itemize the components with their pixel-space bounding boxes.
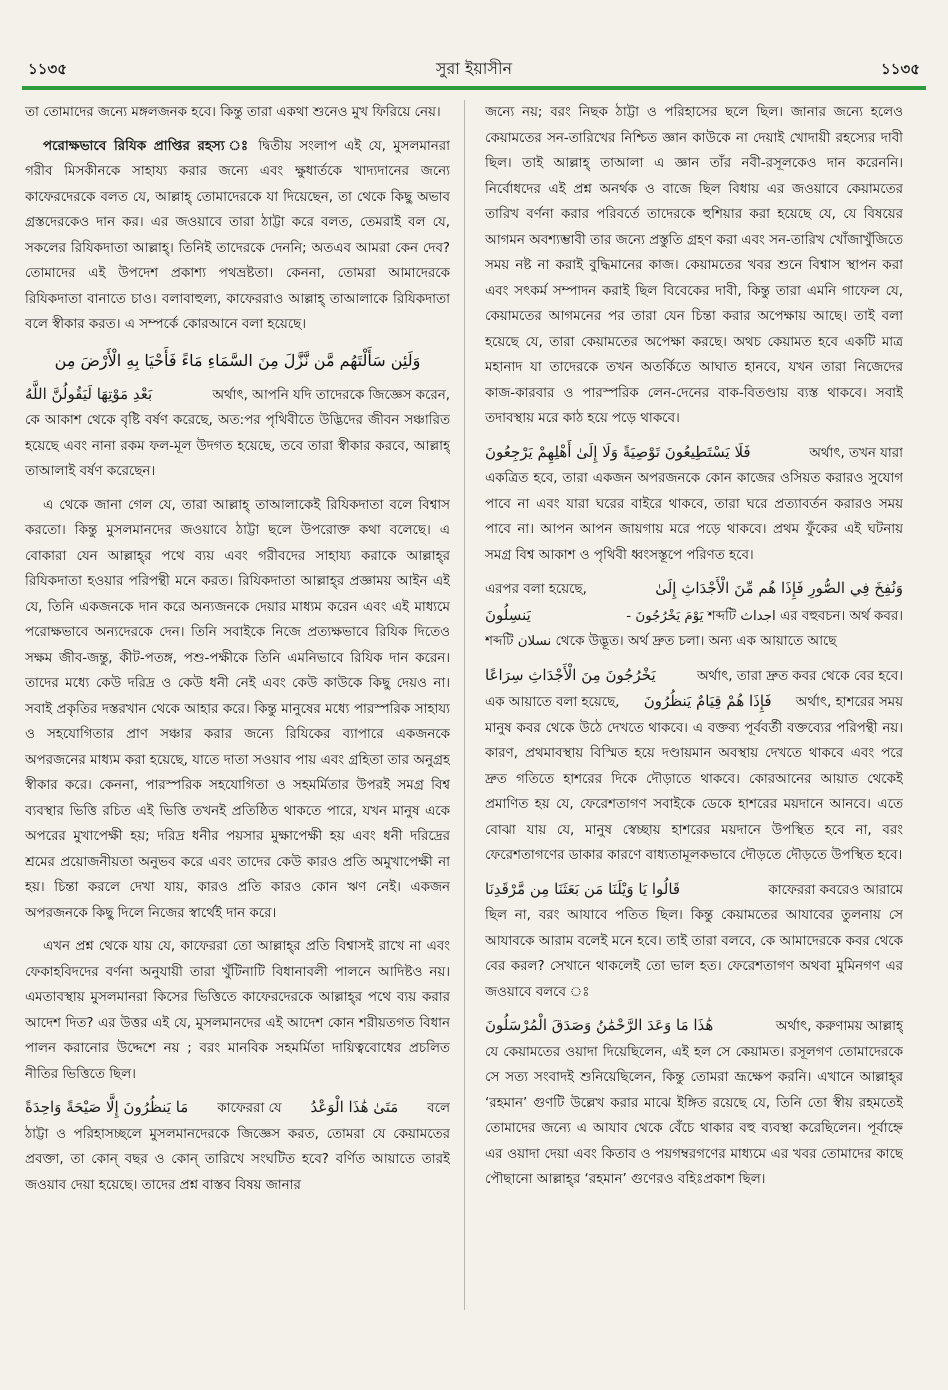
arabic-verse-inline: يَخْرُجُونَ مِنَ الْأَجْدَاثِ سِرَاعًا — [485, 665, 656, 684]
translation-lead: অর্থাৎ, করুণাময় আল্লাহ্‌ — [775, 1019, 903, 1034]
section-heading: পরোক্ষভাবে রিযিক প্রাপ্তির রহস্য ঃ — [43, 138, 252, 154]
paragraph: জন্যে নয়; বরং নিছক ঠাট্টা ও পরিহাসের ছলে ছিল। জানার জন্যে হলেও কেয়ামতের সন-তারিখের নিশ্চিত জ্ঞান কাউকে না দেয়াই খোদায়ী রহস্যের দাবী ছিল। তাই আল্লাহ্‌ তাআলা এ জ্ঞান তাঁর নবী-রসূলকেও দান করেননি। নির্বোধদের এই প্রশ্ন অনর্থক ও বাজে ছিল বিধায় এর জওয়াবে কেয়ামতের তারিখ বর্ণনা করার পরিবর্তে তাদেরকে হুশিয়ার করা হয়েছে যে, যে বিষয়ের আগমন অবশ্যম্ভাবী তার জন্যে প্রস্তুতি গ্রহণ করা এবং সন-তারিখ খোঁজাখুঁজিতে সময় নষ্ট না করাই বুদ্ধিমানের কাজ। কেয়ামতের খবর শুনে বিশ্বাস স্থাপন করা এবং সৎকর্ম সম্পাদন করাই ছিল বিবেকের দাবী, কিন্তু তারা এমনি গাফেল যে, কেয়ামতের আগমনের পর তারা যেন চিন্তা করার অপেক্ষায় আছে। তাই বলা হয়েছে যে, তারা কেয়ামতের অপেক্ষা করছে। অথচ কেয়ামত হবে একটি মাত্র মহানাদ যা তাদেরকে তখন অতর্কিতে আঘাত হানবে, যখন তারা নিজেদের কাজ-কারবার ও পারস্পরিক লেন-দেনের বাক-বিতণ্ডায় ব্যস্ত থাকবে। সবাই তদাবস্থায় মরে কাঠ হয়ে পড়ে থাকবে। — [485, 105, 903, 426]
paragraph: এ থেকে জানা গেল যে, তারা আল্লাহ্‌ তাআলাকেই রিযিকদাতা বলে বিশ্বাস করতো। কিন্তু মুসলমানদের জওয়াবে ঠাট্টা ছলে উপরোক্ত কথা বলেছে। এ বোকারা যেন আল্লাহ্‌র পথে ব্যয় এবং গরীবদের সাহায্য করাকে আল্লাহ্‌র রিযিকদাতা হওয়ার পরিপন্থী মনে করত। রিযিকদাতা আল্লাহ্‌র প্রজ্ঞাময় আইন এই যে, তিনি একজনকে দান করে অন্যজনকে দেয়ার মাধ্যম করেন এবং এই মাধ্যমে পরোক্ষভাবে অন্যদেরকে দেন। তিনি সবাইকে নিজে প্রত্যক্ষভাবে রিযিক দিতেও সক্ষম জীব-জন্তু, কীট-পতঙ্গ, পশু-পক্ষীকে তিনি এমনিভাবে রিযিক দান করেন। তাদের মধ্যে কেউ দরিদ্র ও কেউ ধনী নেই এবং কেউ কাউকে কিছু দেয়ও না। সবাই প্রকৃতির দস্তরখান থেকে আহার করে। কিন্তু মানুষের মধ্যে পারস্পরিক সাহায্য ও সহযোগিতার প্রাণ সঞ্চার করার জন্যে রিযিকের ব্যাপারে একজনকে অপরজনের মাধ্যম করা হয়েছে, যাতে দাতা সওয়াব পায় এবং গ্রহিতা তার অনুগ্রহ স্বীকার করে। কেননা, পারস্পরিক সহযোগিতা ও সহমর্মিতার উপরই সমগ্র বিশ্ব ব্যবস্থার ভিত্তি রচিত এই ভিত্তি তখনই প্রতিষ্ঠিত থাকতে পারে, যখন মানুষ একে অপরের মুখাপেক্ষী হয়; দরিদ্র ধনীর পয়সার মুক্ষাপেক্ষী হয় এবং ধনী দরিদ্রের শ্রমের প্রয়োজনীয়তা অনুভব করে এবং তাদের কেউ কারও প্রতি অমুখাপেক্ষী না হয়। চিন্তা করলে দেখা যায়, কারও প্রতি কারও কোন ঋণ নেই। একজন অপরজনকে কিছু দিলে নিজের স্বার্থেই দান করে। — [25, 497, 450, 921]
arabic-verse-inline: يَنسِلُونَ — [485, 605, 531, 624]
verse-translation-row — [25, 382, 450, 409]
verse-translation-row — [485, 689, 903, 716]
verse-translation-row — [485, 1013, 903, 1040]
translation-lead: অর্থাৎ, তারা দ্রুত কবর থেকে বের হবে। — [696, 668, 903, 684]
translation-lead: অর্থাৎ, তখন যারা — [809, 445, 903, 461]
paragraph: যে কেয়ামতের ওয়াদা দিয়েছিলেন, এই হল সে কেয়ামত। রসূলগণ তোমাদেরকে সে সত্য সংবাদই শুনিয়েছিলেন, কিন্তু তোমরা ভ্রূক্ষেপ করনি। এখানে আল্লাহ্‌র ‘রহমান’ গুণটি উল্লেখ করার মাঝে ইঙ্গিত রয়েছে যে, তিনি তো স্বীয় রহমতেই তোমাদের জন্যে এ আযাব থেকে বেঁচে থাকার বহু ব্যবস্থা করেছিলেন। পূর্বাহ্নে এর ওয়াদা দেয়া এবং কিতাব ও পয়গম্বরগণের মাধ্যমে এর খবর তোমাদের কাছে পৌছানো আল্লাহ্‌র ‘রহমান’ গুণেরও বহিঃপ্রকাশ ছিল। — [485, 1044, 903, 1187]
translation-mid: কাফেররা যে — [217, 1101, 282, 1116]
arabic-verse-inline: قَالُوا يَا وَيْلَنَا مَن بَعَثَنَا مِن مَّرْقَدِنَا — [485, 879, 681, 898]
verse-translation-row — [25, 1095, 450, 1122]
paragraph: ছিল না, বরং আযাবে পতিত ছিল। কিন্তু কেয়ামতের আযাবের তুলনায় সে আযাবকে আরাম বলেই মনে হবে। তাই তারা বলবে, কে আমাদেরকে কবর থেকে বের করল? সেখানে থাকলেই তো ভাল হত। ফেরেশতাগণ অথবা মুমিনগণ এর জওয়াবে বলবে ঃ — [485, 908, 903, 1000]
translation-lead: এক আয়াতে বলা হয়েছে, — [485, 695, 620, 710]
paragraph: এখন প্রশ্ন থেকে যায় যে, কাফেররা তো আল্লাহ্‌র প্রতি বিশ্বাসই রাখে না এবং ফেকাহবিদদের বর্ণনা অনুযায়ী তারা খুঁটিনাটি বিধানাবলী পালনে আদিষ্টও নয়। এমতাবস্থায় মুসলমানরা কিসের ভিত্তিতে কাফেরদেরকে আল্লাহ্‌র পথে ব্যয় করার আদেশ দিত? এর উত্তর এই যে, মুসলমানদের এই আদেশ কোন শরীয়তগত বিধান পালন করানোর উদ্দেশে নয় ; বরং মানবিক সহমর্মিতা দায়িত্ববোধের প্রচলিত নীতির ভিত্তিতে ছিল। — [25, 939, 450, 1082]
paragraph-text: দ্বিতীয় সংলাপ এই যে, মুসলমানরা গরীব মিসকীনকে সাহায্য করার জন্যে এবং ক্ষুধার্তকে খাদ্যদানের জন্যে কাফেরদেরকে বলত যে, আল্লাহ্‌ তোমাদেরকে যা দিয়েছেন, তা থেকে কিছু অভাব গ্রস্তদেরকেও দান কর। এর জওয়াবে তারা ঠাট্টা করে বলত, তেমরাই বল যে, সকলের রিযিকদাতা আল্লাহ্‌। তিনিই তাদেরকে দেননি; অতএব আমরা কেন দেব? তোমাদের এই উপদেশ প্রকাশ্য পথভ্রষ্টতা। কেননা, তোমরা আমাদেরকে রিযিকদাতা বানাতে চাও। বলাবাহুল্য, কাফেররাও আল্লাহ্‌ তাআলাকে রিযিকদাতা বলে স্বীকার করত। এ সম্পর্কে কোরআনে বলা হয়েছে। — [25, 138, 450, 332]
arabic-verse-inline: بَعْدِ مَوْتِهَا لَيَقُولُنَّ اللَّهُ — [25, 384, 153, 403]
arabic-verse-inline: مَتَىٰ هَٰذَا الْوَعْدُ — [310, 1098, 399, 1116]
page-header — [28, 54, 920, 84]
translation-tail: অর্থাৎ, হাশরের সময় — [795, 695, 903, 710]
arabic-verse-inline: فَلَا يَسْتَطِيعُونَ تَوْصِيَةً وَلَا إِلَىٰ أَهْلِهِمْ يَرْجِعُونَ — [485, 442, 751, 461]
paragraph: মানুষ কবর থেকে উঠে দেখতে থাকবে। এ বক্তব্য পূর্ববর্তী বক্তব্যের পরিপন্থী নয়। কারণ, প্রথমাবস্থায় বিস্মিত হয়ে দণ্ডায়মান অবস্থায় দেখতে থাকবে এবং পরে দ্রুত গতিতে হাশরের দিকে দৌড়াতে থাকবে। কোরআনের আয়াত থেকেই প্রমাণিত হয় যে, ফেরেশতাগণ সবাইকে ডেকে হাশরের ময়দানে আনবে। এতে বোঝা যায় যে, মানুষ স্বেচ্ছায় হাশরের ময়দানে উপস্থিত হবে না, বরং ফেরেশতাগণের ডাকার কারণে বাধ্যতামূলকভাবে দৌড়তে দৌড়তে উপস্থিত হবে। — [485, 720, 903, 863]
verse-translation-row — [485, 663, 903, 690]
arabic-verse-inline: فَإِذَا هُمْ قِيَامٌ يَنظُرُونَ — [643, 692, 772, 710]
paragraph: কে আকাশ থেকে বৃষ্টি বর্ষণ করেছে, অত:পর পৃথিবীতে উদ্ভিদের জীবন সঞ্চারিত হয়েছে এবং নানা রকম ফল-মূল উদগত হয়েছে, তবে তারা স্বীকার করবে, আল্লাহ্‌ তাআলাই বর্ষণ করেছেন। — [25, 413, 450, 479]
translation-end: বলে — [427, 1101, 450, 1116]
left-column — [25, 100, 450, 1310]
arabic-verse-inline: وَنُفِخَ فِي الصُّورِ فَإِذَا هُم مِّنَ الْأَجْدَاثِ إِلَىٰ — [655, 579, 903, 597]
verse-translation-row — [485, 603, 903, 630]
paragraph: শব্দটি نسلان থেকে উদ্ভূত। অর্থ দ্রুত চলা। অন্য এক আয়াতে আছে — [485, 634, 837, 649]
arabic-verse: وَلَئِن سَأَلْتَهُم مَّن نَّزَّلَ مِنَ السَّمَاءِ مَاءً فَأَحْيَا بِهِ الْأَرْضَ مِن — [54, 350, 421, 370]
translation-lead: এরপর বলা হয়েছে, — [485, 582, 587, 597]
paragraph: ঠাট্টা ও পরিহাসচ্ছলে মুসলমানদেরকে জিজ্ঞেস করত, তোমরা যে কেয়ামতের প্রবক্তা, তা কোন্‌ বছর ও কোন্‌ তারিখে সংঘটিত হবে? বর্ণিত আয়াতে তারই জওয়াব দেয়া হয়েছে। তাদের প্রশ্ন বাস্তব বিষয় জানার — [25, 1126, 450, 1193]
right-column — [485, 100, 903, 1310]
translation-lead: অর্থাৎ, আপনি যদি তাদেরকে জিজ্ঞেস করেন, — [212, 387, 450, 403]
header-rule — [22, 86, 926, 90]
column-divider — [464, 100, 465, 1310]
paragraph: তা তোমাদের জন্যে মঙ্গলজনক হবে। কিন্তু তারা একথা শুনেও মুখ ফিরিয়ে নেয়। — [25, 105, 441, 120]
page-number-right: ১১৩৫ — [881, 60, 920, 78]
page-number-left: ১১৩৫ — [28, 60, 67, 78]
surah-title: সুরা ইয়াসীন — [435, 59, 513, 78]
arabic-verse-inline: هَٰذَا مَا وَعَدَ الرَّحْمَٰنُ وَصَدَقَ الْمُرْسَلُونَ — [485, 1016, 714, 1034]
verse-translation-row — [485, 877, 903, 904]
translation-mid: - يَوْمَ يَخْرُجُونَ শব্দটি اجداث এর বহুবচন। অর্থ কবর। — [626, 608, 903, 624]
verse-translation-row — [485, 576, 903, 603]
translation-lead: কাফেররা কবরেও আরামে — [768, 882, 903, 898]
paragraph — [25, 134, 450, 338]
verse-translation-row — [485, 440, 903, 467]
arabic-verse-inline: مَا يَنظُرُونَ إِلَّا صَيْحَةً وَاحِدَةً — [25, 1098, 189, 1116]
paragraph: একত্রিত হবে, তারা একজন অপরজনকে কোন কাজের ওসিয়ত করারও সুযোগ পাবে না এবং যারা ঘরের বাইরে থাকবে, তারা ঘরে প্রত্যাবর্তন করারও সময় পাবে না। আপন আপন জায়গায় মরে পড়ে থাকবে। প্রথম ফুঁকের এই ঘটনায় সমগ্র বিশ্ব আকাশ ও পৃথিবী ধ্বংসস্তূপে পরিণত হবে। — [485, 471, 903, 563]
